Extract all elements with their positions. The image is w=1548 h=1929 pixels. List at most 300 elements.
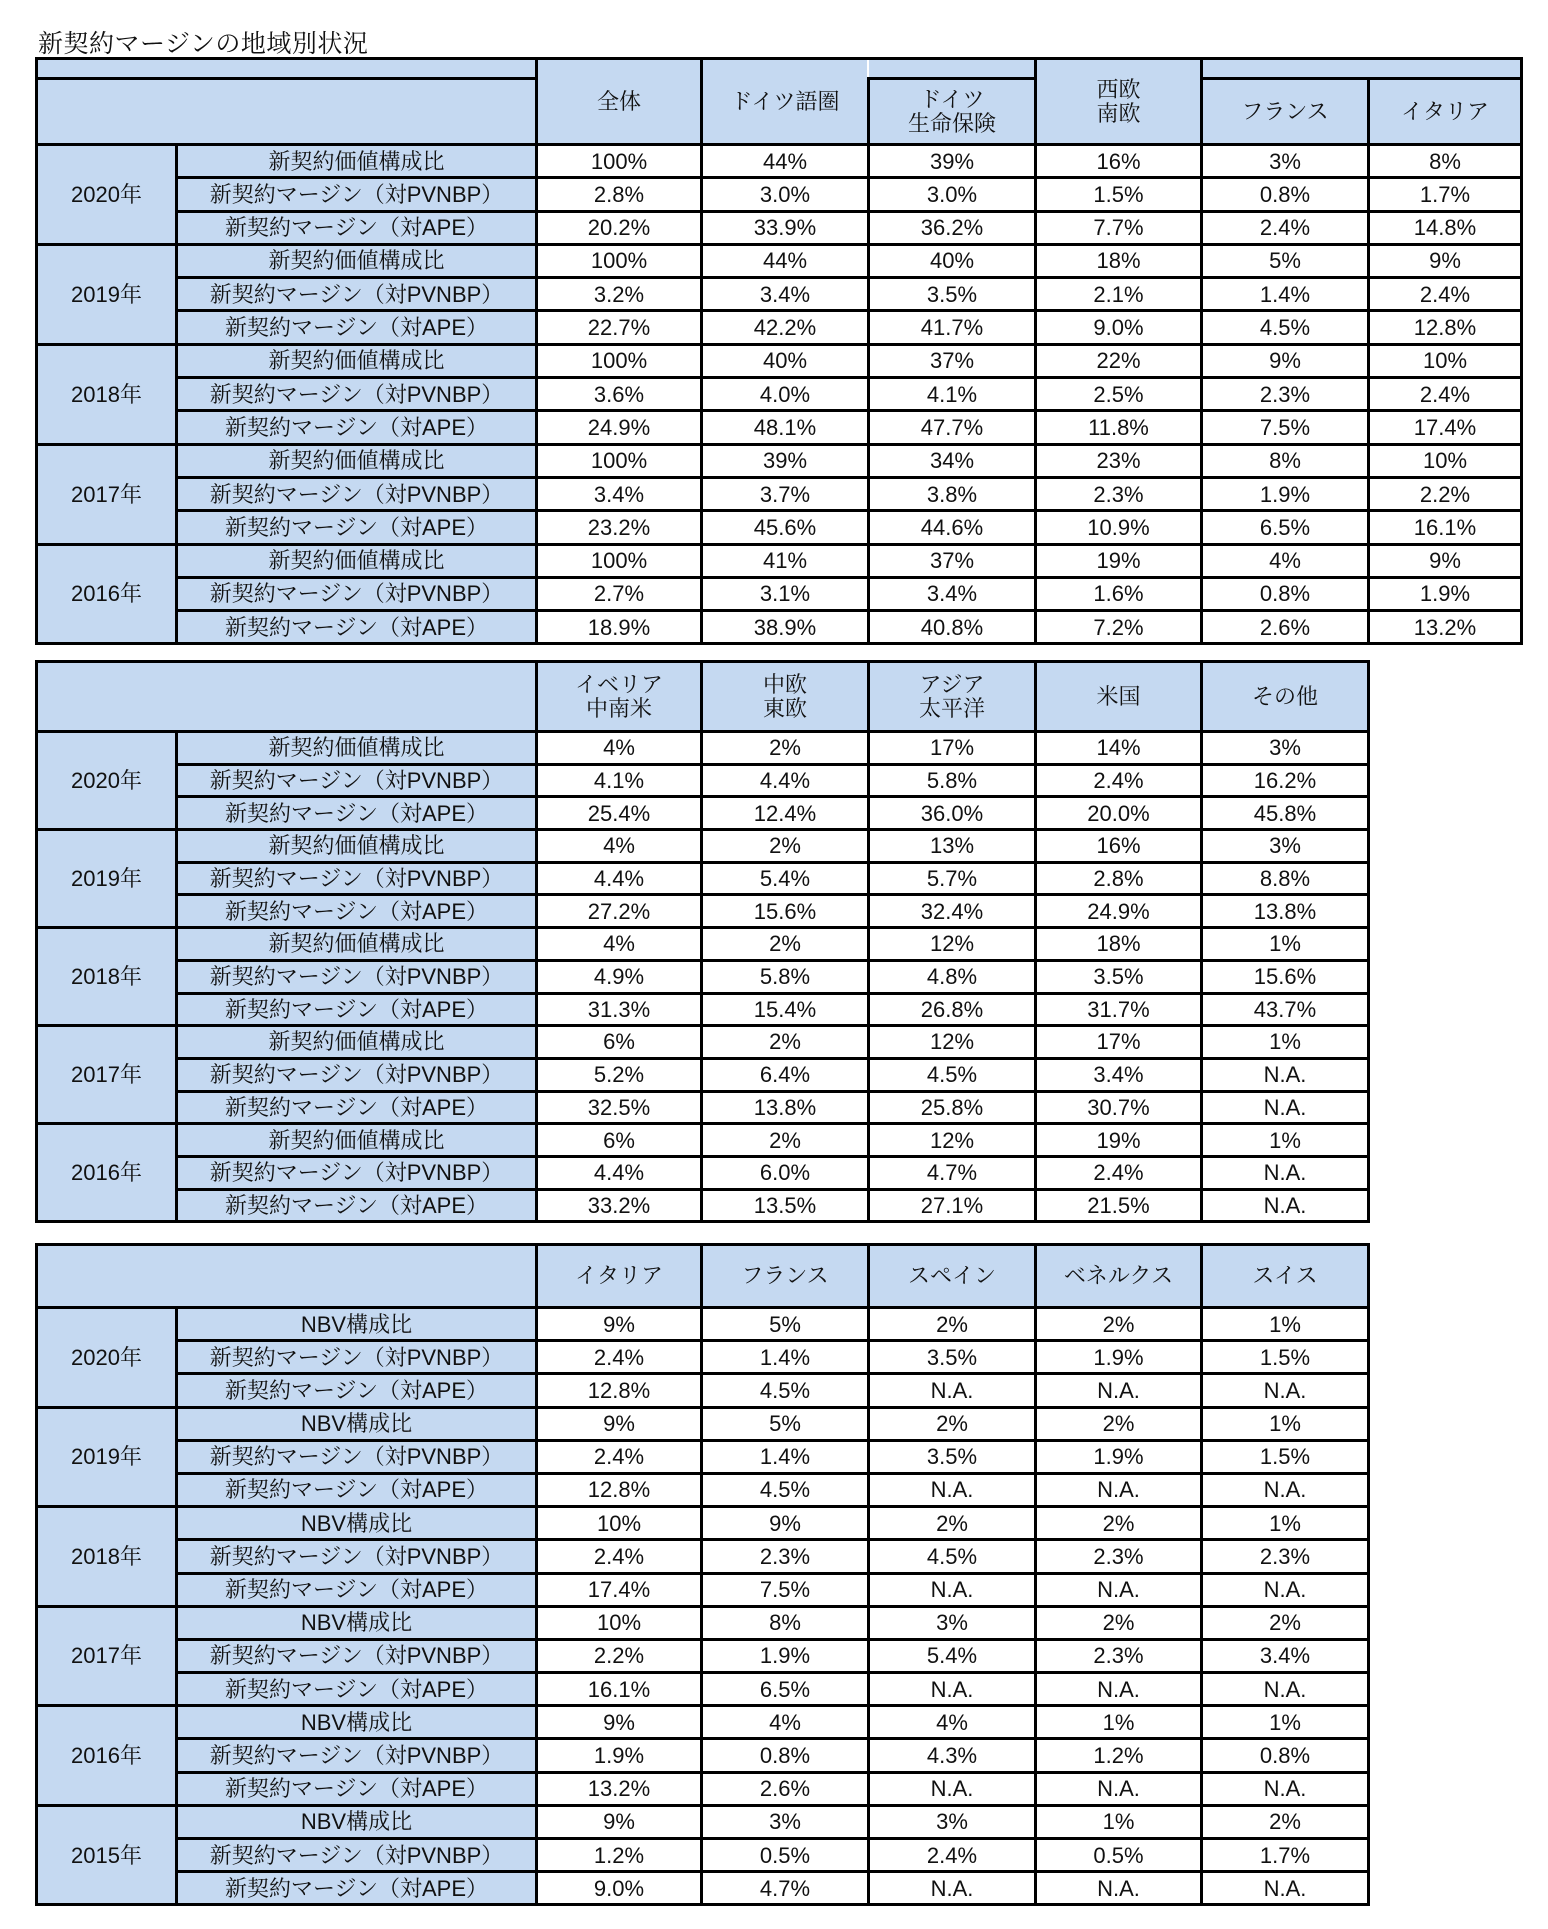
year-cell: 2020年 [37,145,177,245]
row-label: 新契約価値構成比 [177,1124,537,1157]
value-cell: 3.4% [1202,1639,1369,1672]
value-cell: 9% [1369,544,1522,577]
table-row [37,311,1522,344]
value-cell: 9% [702,1507,869,1540]
value-cell: 24.9% [1036,895,1202,928]
value-cell: 2.4% [1202,211,1369,244]
value-cell: 100% [537,544,702,577]
table-row [37,577,1522,610]
value-cell: 16.1% [1369,511,1522,544]
col-header-italy: イタリア [537,1245,702,1308]
row-label: 新契約価値構成比 [177,1026,537,1059]
row-label: 新契約マージン（対PVNBP） [177,278,537,311]
value-cell: 45.8% [1202,797,1369,830]
value-cell: 0.8% [1202,178,1369,211]
value-cell: 4% [537,830,702,863]
value-cell: 1.9% [1202,477,1369,510]
table-row [37,1772,1369,1805]
value-cell: 1% [1202,928,1369,961]
row-label: 新契約マージン（対APE） [177,993,537,1026]
table-row [37,244,1522,277]
value-cell: 2% [702,928,869,961]
value-cell: 31.7% [1036,993,1202,1026]
value-cell: 3.0% [869,178,1036,211]
value-cell: 2.4% [537,1440,702,1473]
header-line: 太平洋 [918,695,985,721]
value-cell: N.A. [869,1673,1036,1706]
value-cell: 4.5% [702,1473,869,1506]
value-cell: 21.5% [1036,1189,1202,1222]
row-label: NBV構成比 [177,1308,537,1341]
value-cell: 3.0% [702,178,869,211]
value-cell: 12.8% [537,1473,702,1506]
value-cell: 2% [702,1026,869,1059]
table-row [37,1124,1369,1157]
value-cell: 3.5% [1036,960,1202,993]
value-cell: 4.1% [869,378,1036,411]
value-cell: 12% [869,1026,1036,1059]
value-cell: 12.8% [1369,311,1522,344]
table-row [37,344,1522,377]
value-cell: 13.8% [1202,895,1369,928]
row-label: 新契約価値構成比 [177,244,537,277]
value-cell: 0.5% [702,1839,869,1872]
value-cell: 5% [702,1407,869,1440]
table-row [37,178,1522,211]
row-label: 新契約価値構成比 [177,928,537,961]
value-cell: 5% [702,1308,869,1341]
value-cell: N.A. [1202,1189,1369,1222]
value-cell: 1% [1202,1124,1369,1157]
value-cell: 8% [702,1606,869,1639]
table-row [37,1706,1369,1739]
value-cell: 3.8% [869,477,1036,510]
value-cell: 39% [702,444,869,477]
value-cell: 2% [869,1507,1036,1540]
row-label: 新契約マージン（対PVNBP） [177,1839,537,1872]
value-cell: 3.5% [869,278,1036,311]
value-cell: 40.8% [869,611,1036,644]
value-cell: 4% [537,732,702,765]
table-row [37,993,1369,1026]
value-cell: 44.6% [869,511,1036,544]
value-cell: 2.4% [1036,1156,1202,1189]
value-cell: 7.5% [702,1573,869,1606]
row-label: 新契約マージン（対APE） [177,1374,537,1407]
row-label: 新契約マージン（対APE） [177,411,537,444]
value-cell: N.A. [1202,1772,1369,1805]
value-cell: 2.4% [869,1839,1036,1872]
value-cell: 0.5% [1036,1839,1202,1872]
value-cell: 12.4% [702,797,869,830]
value-cell: 10% [1369,344,1522,377]
value-cell: 9% [537,1308,702,1341]
header-band-west-south [1202,59,1522,79]
value-cell: 2.3% [1036,1639,1202,1672]
value-cell: 8% [1369,145,1522,178]
value-cell: 26.8% [869,993,1036,1026]
table-row [37,544,1522,577]
value-cell: 20.0% [1036,797,1202,830]
table-row [37,830,1369,863]
value-cell: 25.8% [869,1091,1036,1124]
value-cell: 4.7% [869,1156,1036,1189]
value-cell: 5.8% [702,960,869,993]
year-cell: 2017年 [37,444,177,544]
row-label: 新契約価値構成比 [177,830,537,863]
value-cell: 4.9% [537,960,702,993]
value-cell: N.A. [1202,1091,1369,1124]
value-cell: 2% [869,1308,1036,1341]
table-row [37,1473,1369,1506]
table-row [37,1805,1369,1838]
value-cell: 2.6% [1202,611,1369,644]
table-row [37,1026,1369,1059]
value-cell: 2% [1036,1407,1202,1440]
value-cell: 0.8% [702,1739,869,1772]
value-cell: 10% [537,1606,702,1639]
value-cell: 10% [537,1507,702,1540]
value-cell: 4.5% [702,1374,869,1407]
value-cell: 16% [1036,145,1202,178]
row-label: 新契約マージン（対APE） [177,1091,537,1124]
value-cell: 15.4% [702,993,869,1026]
value-cell: 0.8% [1202,1739,1369,1772]
table-row [37,1091,1369,1124]
value-cell: 17% [1036,1026,1202,1059]
value-cell: 18.9% [537,611,702,644]
col-header-germany-life [869,79,1036,145]
value-cell: 1% [1202,1706,1369,1739]
value-cell: 4% [869,1706,1036,1739]
value-cell: 13.5% [702,1189,869,1222]
col-header-switzerland: スイス [1202,1245,1369,1308]
year-cell: 2020年 [37,732,177,830]
value-cell: 9% [537,1407,702,1440]
table-row [37,211,1522,244]
value-cell: 14.8% [1369,211,1522,244]
col-header-france: フランス [702,1245,869,1308]
col-header-central-eastern-europe [702,662,869,732]
row-label: 新契約マージン（対PVNBP） [177,1540,537,1573]
value-cell: 9% [537,1706,702,1739]
row-label: 新契約マージン（対APE） [177,1573,537,1606]
value-cell: 4.1% [537,764,702,797]
value-cell: 8.8% [1202,862,1369,895]
value-cell: 4% [702,1706,869,1739]
value-cell: 100% [537,244,702,277]
table-row [37,444,1522,477]
col-header-italy: イタリア [1369,79,1522,145]
col-header-west-south-europe [1036,59,1202,145]
value-cell: 5% [1202,244,1369,277]
value-cell: 5.4% [869,1639,1036,1672]
year-cell: 2017年 [37,1026,177,1124]
table-row [37,928,1369,961]
table-row [37,960,1369,993]
value-cell: 1.5% [1036,178,1202,211]
value-cell: 1% [1036,1805,1202,1838]
table-row [37,764,1369,797]
value-cell: 2.5% [1036,378,1202,411]
header-line: 南欧 [1096,100,1141,126]
row-label: 新契約マージン（対APE） [177,797,537,830]
value-cell: 2% [702,830,869,863]
value-cell: 1.5% [1202,1341,1369,1374]
header-line: アジア [919,672,985,698]
value-cell: 2.6% [702,1772,869,1805]
value-cell: 1% [1202,1308,1369,1341]
header-blank-top [37,59,537,79]
value-cell: N.A. [1202,1573,1369,1606]
value-cell: 2.4% [537,1540,702,1573]
row-label: NBV構成比 [177,1606,537,1639]
value-cell: 2.8% [537,178,702,211]
col-header-other: その他 [1202,662,1369,732]
table-row [37,1308,1369,1341]
value-cell: 2.3% [702,1540,869,1573]
value-cell: 4.5% [1202,311,1369,344]
row-label: 新契約マージン（対PVNBP） [177,577,537,610]
value-cell: 13.2% [1369,611,1522,644]
value-cell: 45.6% [702,511,869,544]
header-line: イベリア [574,672,663,698]
value-cell: 3.5% [869,1440,1036,1473]
value-cell: 100% [537,344,702,377]
value-cell: 12% [869,1124,1036,1157]
value-cell: 42.2% [702,311,869,344]
value-cell: 30.7% [1036,1091,1202,1124]
row-label: 新契約マージン（対PVNBP） [177,764,537,797]
value-cell: 9.0% [1036,311,1202,344]
value-cell: 36.2% [869,211,1036,244]
value-cell: 3% [869,1606,1036,1639]
value-cell: 5.8% [869,764,1036,797]
value-cell: 6.5% [702,1673,869,1706]
header-line: 中欧 [762,672,807,698]
value-cell: 4.8% [869,960,1036,993]
value-cell: 12% [869,928,1036,961]
value-cell: 1.9% [1369,577,1522,610]
value-cell: 7.5% [1202,411,1369,444]
value-cell: 2.7% [537,577,702,610]
row-label: 新契約価値構成比 [177,732,537,765]
value-cell: N.A. [1202,1156,1369,1189]
value-cell: 1.9% [537,1739,702,1772]
row-label: 新契約マージン（対APE） [177,1772,537,1805]
value-cell: 17% [869,732,1036,765]
value-cell: 22.7% [537,311,702,344]
table-row [37,1058,1369,1091]
value-cell: 2.3% [1036,1540,1202,1573]
table-row [37,1341,1369,1374]
table-row [37,1639,1369,1672]
header-blank [37,1245,537,1308]
value-cell: 2.4% [1369,378,1522,411]
value-cell: 1% [1202,1026,1369,1059]
value-cell: 6% [537,1124,702,1157]
value-cell: 33.9% [702,211,869,244]
table-row [37,477,1522,510]
header-line: 生命保険 [907,110,996,136]
table-overall-regions [35,57,1523,645]
value-cell: 31.3% [537,993,702,1026]
row-label: 新契約価値構成比 [177,145,537,178]
value-cell: N.A. [869,1573,1036,1606]
value-cell: 2.2% [1369,477,1522,510]
header-line: 西欧 [1096,77,1141,103]
value-cell: 3.4% [702,278,869,311]
col-header-spain: スペイン [869,1245,1036,1308]
year-cell: 2015年 [37,1805,177,1905]
col-header-iberia-latam [537,662,702,732]
value-cell: 36.0% [869,797,1036,830]
value-cell: 100% [537,444,702,477]
value-cell: 2.8% [1036,862,1202,895]
year-cell: 2016年 [37,1124,177,1222]
value-cell: 0.8% [1202,577,1369,610]
year-cell: 2017年 [37,1606,177,1706]
header-band-germany [869,59,1036,79]
value-cell: 2.1% [1036,278,1202,311]
value-cell: 39% [869,145,1036,178]
table-row [37,378,1522,411]
value-cell: 2.3% [1202,378,1369,411]
table-row [37,278,1522,311]
row-label: 新契約マージン（対PVNBP） [177,378,537,411]
value-cell: 41.7% [869,311,1036,344]
row-label: 新契約マージン（対PVNBP） [177,1156,537,1189]
row-label: 新契約マージン（対PVNBP） [177,862,537,895]
value-cell: N.A. [1036,1473,1202,1506]
row-label: 新契約マージン（対PVNBP） [177,960,537,993]
value-cell: 7.7% [1036,211,1202,244]
value-cell: 16% [1036,830,1202,863]
value-cell: 18% [1036,928,1202,961]
value-cell: 44% [702,244,869,277]
table-row [37,1540,1369,1573]
row-label: 新契約マージン（対APE） [177,1189,537,1222]
value-cell: 15.6% [1202,960,1369,993]
value-cell: 19% [1036,544,1202,577]
table-row [37,511,1522,544]
row-label: 新契約マージン（対PVNBP） [177,178,537,211]
year-cell: 2020年 [37,1308,177,1408]
value-cell: 4.0% [702,378,869,411]
value-cell: 100% [537,145,702,178]
value-cell: 13% [869,830,1036,863]
row-label: 新契約マージン（対APE） [177,1673,537,1706]
table-row [37,145,1522,178]
value-cell: 3.5% [869,1341,1036,1374]
value-cell: 17.4% [537,1573,702,1606]
row-label: 新契約マージン（対APE） [177,611,537,644]
table-row [37,1507,1369,1540]
header-line: 東欧 [762,695,807,721]
value-cell: N.A. [869,1473,1036,1506]
table-row [37,1606,1369,1639]
value-cell: 2% [1036,1308,1202,1341]
value-cell: 2% [702,732,869,765]
value-cell: 18% [1036,244,1202,277]
value-cell: 2.3% [1202,1540,1369,1573]
row-label: 新契約マージン（対PVNBP） [177,1058,537,1091]
row-label: 新契約価値構成比 [177,544,537,577]
value-cell: 32.4% [869,895,1036,928]
value-cell: 1.4% [702,1440,869,1473]
value-cell: 3% [1202,145,1369,178]
value-cell: 10.9% [1036,511,1202,544]
value-cell: N.A. [869,1772,1036,1805]
value-cell: 14% [1036,732,1202,765]
value-cell: 3.4% [537,477,702,510]
value-cell: N.A. [1202,1473,1369,1506]
value-cell: 17.4% [1369,411,1522,444]
table-row [37,1739,1369,1772]
value-cell: 2% [702,1124,869,1157]
table-row [37,732,1369,765]
value-cell: 1.7% [1369,178,1522,211]
table-row [37,1872,1369,1905]
value-cell: 3.6% [537,378,702,411]
value-cell: 2.4% [1036,764,1202,797]
value-cell: 34% [869,444,1036,477]
value-cell: 2.4% [1369,278,1522,311]
value-cell: 15.6% [702,895,869,928]
col-header-france: フランス [1202,79,1369,145]
value-cell: N.A. [1202,1374,1369,1407]
value-cell: 16.1% [537,1673,702,1706]
value-cell: N.A. [1036,1673,1202,1706]
value-cell: 23.2% [537,511,702,544]
value-cell: 9% [1369,244,1522,277]
year-cell: 2016年 [37,1706,177,1806]
value-cell: 6% [537,1026,702,1059]
value-cell: 16.2% [1202,764,1369,797]
col-header-asia-pacific [869,662,1036,732]
value-cell: 1% [1202,1407,1369,1440]
row-label: NBV構成比 [177,1507,537,1540]
value-cell: 43.7% [1202,993,1369,1026]
col-header-usa: 米国 [1036,662,1202,732]
table-western-europe-detail [35,1243,1370,1906]
value-cell: 9.0% [537,1872,702,1905]
header-blank [37,79,537,145]
value-cell: 12.8% [537,1374,702,1407]
table-other-regions [35,660,1370,1223]
value-cell: 1% [1202,1507,1369,1540]
value-cell: 11.8% [1036,411,1202,444]
value-cell: 27.2% [537,895,702,928]
value-cell: 3.1% [702,577,869,610]
year-cell: 2019年 [37,1407,177,1507]
value-cell: N.A. [1202,1872,1369,1905]
row-label: NBV構成比 [177,1805,537,1838]
value-cell: N.A. [1036,1374,1202,1407]
table-row [37,1189,1369,1222]
row-label: 新契約価値構成比 [177,344,537,377]
value-cell: 1.4% [702,1341,869,1374]
value-cell: 3.4% [1036,1058,1202,1091]
value-cell: 20.2% [537,211,702,244]
value-cell: N.A. [1036,1573,1202,1606]
value-cell: N.A. [869,1872,1036,1905]
value-cell: 44% [702,145,869,178]
row-label: 新契約マージン（対APE） [177,211,537,244]
value-cell: 6.5% [1202,511,1369,544]
value-cell: 13.2% [537,1772,702,1805]
value-cell: 3.7% [702,477,869,510]
